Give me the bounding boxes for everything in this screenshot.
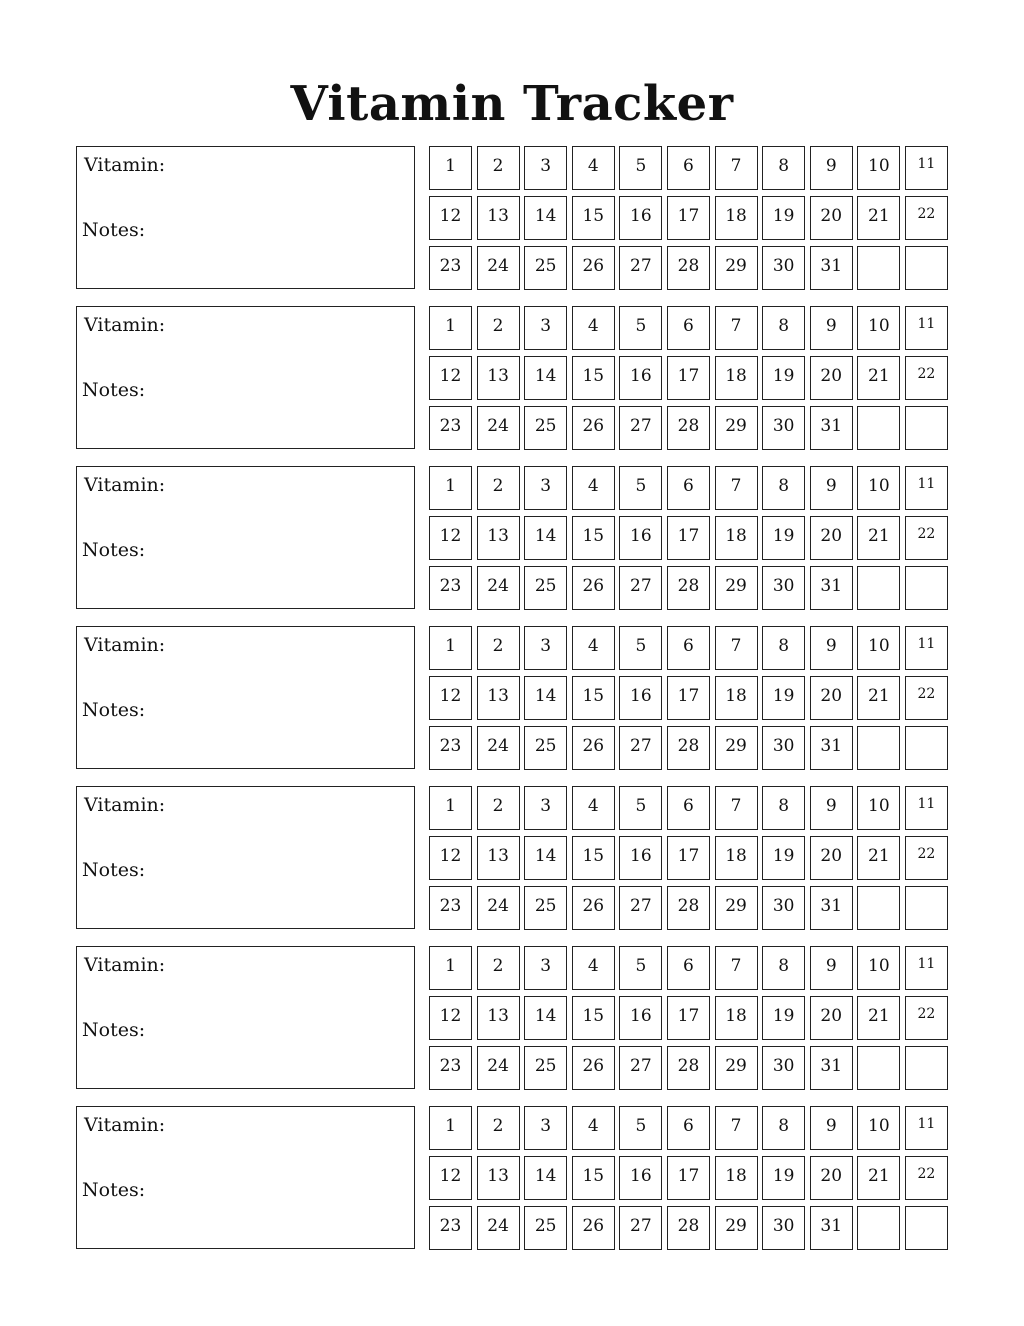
day-cell-27[interactable]: 27: [619, 566, 662, 610]
page-title: Vitamin Tracker: [290, 76, 734, 132]
day-cell-28[interactable]: 28: [667, 726, 710, 770]
day-cell-9[interactable]: 9: [810, 946, 853, 990]
day-cell-20[interactable]: 20: [810, 676, 853, 720]
day-cell-28[interactable]: 28: [667, 1046, 710, 1090]
day-cell-15[interactable]: 15: [572, 836, 615, 880]
day-cell-8[interactable]: 8: [762, 786, 805, 830]
day-cell-6[interactable]: 6: [667, 626, 710, 670]
day-cell-14[interactable]: 14: [524, 996, 567, 1040]
day-cell-7[interactable]: 7: [715, 146, 758, 190]
day-cell-6[interactable]: 6: [667, 1106, 710, 1150]
day-grid: [429, 306, 948, 452]
day-cell-17[interactable]: 17: [667, 996, 710, 1040]
day-cell-9[interactable]: 9: [810, 1106, 853, 1150]
day-cell-22[interactable]: 22: [905, 196, 948, 240]
day-cell-7[interactable]: 7: [715, 1106, 758, 1150]
day-cell-19[interactable]: 19: [762, 196, 805, 240]
day-cell-14[interactable]: 14: [524, 836, 567, 880]
day-cell-21[interactable]: 21: [857, 196, 900, 240]
day-cell-15[interactable]: 15: [572, 1156, 615, 1200]
day-cell-7[interactable]: 7: [715, 786, 758, 830]
day-cell-empty[interactable]: [905, 726, 948, 770]
day-cell-empty[interactable]: [857, 886, 900, 930]
vitamin-label: Vitamin:: [84, 314, 166, 336]
day-cell-2[interactable]: 2: [477, 786, 520, 830]
day-cell-11[interactable]: 11: [905, 146, 948, 190]
day-cell-25[interactable]: 25: [524, 566, 567, 610]
day-cell-31[interactable]: 31: [810, 1206, 853, 1250]
day-cell-1[interactable]: 1: [429, 146, 472, 190]
tracker-section: [76, 146, 948, 292]
day-cell-12[interactable]: 12: [429, 356, 472, 400]
day-cell-3[interactable]: 3: [524, 466, 567, 510]
day-cell-29[interactable]: 29: [715, 1206, 758, 1250]
day-cell-5[interactable]: 5: [619, 306, 662, 350]
vitamin-info-box[interactable]: [76, 466, 415, 609]
day-cell-2[interactable]: 2: [477, 306, 520, 350]
notes-label: Notes:: [82, 379, 146, 401]
day-cell-9[interactable]: 9: [810, 306, 853, 350]
day-cell-22[interactable]: 22: [905, 516, 948, 560]
day-cell-15[interactable]: 15: [572, 676, 615, 720]
day-cell-13[interactable]: 13: [477, 996, 520, 1040]
day-cell-19[interactable]: 19: [762, 356, 805, 400]
day-cell-19[interactable]: 19: [762, 676, 805, 720]
tracker-section: [76, 946, 948, 1092]
day-cell-22[interactable]: 22: [905, 1156, 948, 1200]
day-cell-13[interactable]: 13: [477, 676, 520, 720]
day-cell-27[interactable]: 27: [619, 886, 662, 930]
day-cell-24[interactable]: 24: [477, 886, 520, 930]
day-cell-19[interactable]: 19: [762, 836, 805, 880]
day-cell-21[interactable]: 21: [857, 676, 900, 720]
day-cell-26[interactable]: 26: [572, 246, 615, 290]
day-cell-5[interactable]: 5: [619, 466, 662, 510]
day-cell-7[interactable]: 7: [715, 306, 758, 350]
day-cell-11[interactable]: 11: [905, 626, 948, 670]
day-cell-8[interactable]: 8: [762, 306, 805, 350]
day-cell-23[interactable]: 23: [429, 246, 472, 290]
day-cell-24[interactable]: 24: [477, 1206, 520, 1250]
day-cell-8[interactable]: 8: [762, 146, 805, 190]
vitamin-info-box[interactable]: [76, 1106, 415, 1249]
day-cell-10[interactable]: 10: [857, 1106, 900, 1150]
day-cell-27[interactable]: 27: [619, 246, 662, 290]
day-cell-27[interactable]: 27: [619, 1206, 662, 1250]
day-cell-11[interactable]: 11: [905, 786, 948, 830]
day-grid: [429, 946, 948, 1092]
vitamin-info-box[interactable]: [76, 626, 415, 769]
notes-label: Notes:: [82, 1179, 146, 1201]
day-cell-20[interactable]: 20: [810, 1156, 853, 1200]
day-cell-4[interactable]: 4: [572, 786, 615, 830]
day-grid: [429, 786, 948, 932]
day-cell-1[interactable]: 1: [429, 626, 472, 670]
day-cell-12[interactable]: 12: [429, 196, 472, 240]
day-cell-26[interactable]: 26: [572, 406, 615, 450]
day-cell-empty[interactable]: [857, 1206, 900, 1250]
day-cell-15[interactable]: 15: [572, 996, 615, 1040]
day-cell-26[interactable]: 26: [572, 886, 615, 930]
day-cell-8[interactable]: 8: [762, 466, 805, 510]
day-cell-empty[interactable]: [857, 726, 900, 770]
day-cell-3[interactable]: 3: [524, 786, 567, 830]
day-cell-28[interactable]: 28: [667, 246, 710, 290]
day-cell-13[interactable]: 13: [477, 196, 520, 240]
day-cell-14[interactable]: 14: [524, 516, 567, 560]
notes-label: Notes:: [82, 1019, 146, 1041]
day-cell-12[interactable]: 12: [429, 836, 472, 880]
day-cell-empty[interactable]: [905, 566, 948, 610]
day-cell-empty[interactable]: [857, 246, 900, 290]
day-cell-1[interactable]: 1: [429, 306, 472, 350]
day-cell-empty[interactable]: [857, 566, 900, 610]
day-cell-22[interactable]: 22: [905, 356, 948, 400]
day-cell-20[interactable]: 20: [810, 996, 853, 1040]
day-cell-16[interactable]: 16: [619, 1156, 662, 1200]
day-cell-29[interactable]: 29: [715, 406, 758, 450]
tracker-section: [76, 1106, 948, 1252]
day-cell-17[interactable]: 17: [667, 1156, 710, 1200]
day-cell-12[interactable]: 12: [429, 996, 472, 1040]
day-cell-1[interactable]: 1: [429, 946, 472, 990]
day-cell-3[interactable]: 3: [524, 146, 567, 190]
day-cell-23[interactable]: 23: [429, 406, 472, 450]
day-cell-7[interactable]: 7: [715, 626, 758, 670]
day-cell-29[interactable]: 29: [715, 726, 758, 770]
day-cell-20[interactable]: 20: [810, 836, 853, 880]
day-cell-17[interactable]: 17: [667, 196, 710, 240]
day-cell-6[interactable]: 6: [667, 146, 710, 190]
day-cell-9[interactable]: 9: [810, 466, 853, 510]
day-cell-15[interactable]: 15: [572, 356, 615, 400]
day-cell-5[interactable]: 5: [619, 626, 662, 670]
day-grid: [429, 626, 948, 772]
tracker-section: [76, 466, 948, 612]
day-cell-30[interactable]: 30: [762, 726, 805, 770]
day-cell-19[interactable]: 19: [762, 1156, 805, 1200]
notes-label: Notes:: [82, 539, 146, 561]
day-cell-23[interactable]: 23: [429, 566, 472, 610]
vitamin-label: Vitamin:: [84, 154, 166, 176]
day-cell-31[interactable]: 31: [810, 886, 853, 930]
day-cell-30[interactable]: 30: [762, 1206, 805, 1250]
day-cell-3[interactable]: 3: [524, 626, 567, 670]
day-cell-24[interactable]: 24: [477, 406, 520, 450]
day-cell-28[interactable]: 28: [667, 566, 710, 610]
day-cell-23[interactable]: 23: [429, 1206, 472, 1250]
day-cell-9[interactable]: 9: [810, 786, 853, 830]
vitamin-info-box[interactable]: [76, 946, 415, 1089]
day-cell-21[interactable]: 21: [857, 1156, 900, 1200]
day-cell-25[interactable]: 25: [524, 1046, 567, 1090]
day-cell-3[interactable]: 3: [524, 946, 567, 990]
day-cell-21[interactable]: 21: [857, 516, 900, 560]
day-cell-25[interactable]: 25: [524, 726, 567, 770]
day-cell-10[interactable]: 10: [857, 626, 900, 670]
day-cell-30[interactable]: 30: [762, 246, 805, 290]
tracker-section: [76, 786, 948, 932]
tracker-section: [76, 306, 948, 452]
day-cell-23[interactable]: 23: [429, 726, 472, 770]
day-cell-31[interactable]: 31: [810, 1046, 853, 1090]
day-cell-17[interactable]: 17: [667, 356, 710, 400]
vitamin-info-box[interactable]: [76, 786, 415, 929]
day-cell-6[interactable]: 6: [667, 946, 710, 990]
day-cell-8[interactable]: 8: [762, 946, 805, 990]
day-cell-13[interactable]: 13: [477, 356, 520, 400]
day-cell-5[interactable]: 5: [619, 146, 662, 190]
day-cell-19[interactable]: 19: [762, 996, 805, 1040]
day-cell-5[interactable]: 5: [619, 1106, 662, 1150]
day-cell-21[interactable]: 21: [857, 996, 900, 1040]
vitamin-label: Vitamin:: [84, 474, 166, 496]
day-cell-27[interactable]: 27: [619, 1046, 662, 1090]
notes-label: Notes:: [82, 699, 146, 721]
day-cell-22[interactable]: 22: [905, 836, 948, 880]
day-cell-18[interactable]: 18: [715, 196, 758, 240]
day-cell-20[interactable]: 20: [810, 516, 853, 560]
day-cell-26[interactable]: 26: [572, 726, 615, 770]
day-cell-14[interactable]: 14: [524, 196, 567, 240]
day-cell-11[interactable]: 11: [905, 306, 948, 350]
day-cell-17[interactable]: 17: [667, 836, 710, 880]
day-cell-18[interactable]: 18: [715, 996, 758, 1040]
day-cell-20[interactable]: 20: [810, 196, 853, 240]
day-cell-12[interactable]: 12: [429, 516, 472, 560]
day-cell-29[interactable]: 29: [715, 1046, 758, 1090]
day-cell-21[interactable]: 21: [857, 836, 900, 880]
day-cell-12[interactable]: 12: [429, 676, 472, 720]
day-cell-22[interactable]: 22: [905, 676, 948, 720]
day-cell-17[interactable]: 17: [667, 516, 710, 560]
day-cell-11[interactable]: 11: [905, 466, 948, 510]
day-cell-29[interactable]: 29: [715, 246, 758, 290]
day-cell-15[interactable]: 15: [572, 516, 615, 560]
day-cell-30[interactable]: 30: [762, 1046, 805, 1090]
day-cell-4[interactable]: 4: [572, 1106, 615, 1150]
vitamin-label: Vitamin:: [84, 954, 166, 976]
day-cell-25[interactable]: 25: [524, 406, 567, 450]
day-cell-14[interactable]: 14: [524, 356, 567, 400]
day-cell-1[interactable]: 1: [429, 1106, 472, 1150]
day-cell-6[interactable]: 6: [667, 786, 710, 830]
day-cell-24[interactable]: 24: [477, 246, 520, 290]
notes-label: Notes:: [82, 859, 146, 881]
day-cell-24[interactable]: 24: [477, 726, 520, 770]
day-cell-14[interactable]: 14: [524, 1156, 567, 1200]
day-cell-28[interactable]: 28: [667, 886, 710, 930]
day-cell-3[interactable]: 3: [524, 306, 567, 350]
day-cell-25[interactable]: 25: [524, 246, 567, 290]
day-cell-31[interactable]: 31: [810, 566, 853, 610]
day-cell-29[interactable]: 29: [715, 886, 758, 930]
day-cell-empty[interactable]: [905, 1046, 948, 1090]
day-cell-24[interactable]: 24: [477, 566, 520, 610]
day-cell-10[interactable]: 10: [857, 306, 900, 350]
day-cell-6[interactable]: 6: [667, 306, 710, 350]
day-cell-16[interactable]: 16: [619, 996, 662, 1040]
day-cell-empty[interactable]: [857, 406, 900, 450]
day-cell-10[interactable]: 10: [857, 946, 900, 990]
day-cell-10[interactable]: 10: [857, 786, 900, 830]
day-cell-16[interactable]: 16: [619, 676, 662, 720]
day-cell-26[interactable]: 26: [572, 1206, 615, 1250]
day-cell-18[interactable]: 18: [715, 516, 758, 560]
day-cell-3[interactable]: 3: [524, 1106, 567, 1150]
day-cell-31[interactable]: 31: [810, 406, 853, 450]
day-cell-13[interactable]: 13: [477, 1156, 520, 1200]
day-cell-26[interactable]: 26: [572, 566, 615, 610]
day-cell-18[interactable]: 18: [715, 836, 758, 880]
day-cell-empty[interactable]: [905, 1206, 948, 1250]
day-cell-30[interactable]: 30: [762, 406, 805, 450]
day-cell-8[interactable]: 8: [762, 1106, 805, 1150]
day-cell-1[interactable]: 1: [429, 786, 472, 830]
day-cell-17[interactable]: 17: [667, 676, 710, 720]
day-cell-29[interactable]: 29: [715, 566, 758, 610]
day-cell-14[interactable]: 14: [524, 676, 567, 720]
day-cell-4[interactable]: 4: [572, 626, 615, 670]
day-cell-18[interactable]: 18: [715, 356, 758, 400]
day-grid: [429, 146, 948, 292]
day-cell-9[interactable]: 9: [810, 626, 853, 670]
day-cell-empty[interactable]: [857, 1046, 900, 1090]
day-cell-2[interactable]: 2: [477, 626, 520, 670]
day-cell-empty[interactable]: [905, 886, 948, 930]
day-cell-4[interactable]: 4: [572, 946, 615, 990]
day-cell-12[interactable]: 12: [429, 1156, 472, 1200]
day-cell-25[interactable]: 25: [524, 886, 567, 930]
day-cell-10[interactable]: 10: [857, 466, 900, 510]
day-cell-31[interactable]: 31: [810, 726, 853, 770]
day-cell-28[interactable]: 28: [667, 406, 710, 450]
day-cell-4[interactable]: 4: [572, 146, 615, 190]
vitamin-label: Vitamin:: [84, 794, 166, 816]
day-cell-2[interactable]: 2: [477, 146, 520, 190]
day-cell-16[interactable]: 16: [619, 516, 662, 560]
vitamin-info-box[interactable]: [76, 306, 415, 449]
day-cell-4[interactable]: 4: [572, 466, 615, 510]
vitamin-info-box[interactable]: [76, 146, 415, 289]
day-cell-28[interactable]: 28: [667, 1206, 710, 1250]
day-cell-27[interactable]: 27: [619, 726, 662, 770]
day-cell-1[interactable]: 1: [429, 466, 472, 510]
day-cell-empty[interactable]: [905, 246, 948, 290]
day-cell-2[interactable]: 2: [477, 1106, 520, 1150]
day-cell-15[interactable]: 15: [572, 196, 615, 240]
day-cell-2[interactable]: 2: [477, 466, 520, 510]
day-cell-30[interactable]: 30: [762, 566, 805, 610]
day-cell-11[interactable]: 11: [905, 1106, 948, 1150]
day-cell-11[interactable]: 11: [905, 946, 948, 990]
day-cell-23[interactable]: 23: [429, 1046, 472, 1090]
day-cell-10[interactable]: 10: [857, 146, 900, 190]
vitamin-label: Vitamin:: [84, 1114, 166, 1136]
day-cell-26[interactable]: 26: [572, 1046, 615, 1090]
day-cell-2[interactable]: 2: [477, 946, 520, 990]
day-cell-5[interactable]: 5: [619, 786, 662, 830]
day-cell-16[interactable]: 16: [619, 196, 662, 240]
day-cell-25[interactable]: 25: [524, 1206, 567, 1250]
day-cell-18[interactable]: 18: [715, 676, 758, 720]
day-cell-7[interactable]: 7: [715, 466, 758, 510]
day-cell-19[interactable]: 19: [762, 516, 805, 560]
day-grid: [429, 1106, 948, 1252]
day-cell-24[interactable]: 24: [477, 1046, 520, 1090]
day-cell-empty[interactable]: [905, 406, 948, 450]
day-cell-9[interactable]: 9: [810, 146, 853, 190]
day-cell-21[interactable]: 21: [857, 356, 900, 400]
day-cell-7[interactable]: 7: [715, 946, 758, 990]
day-cell-30[interactable]: 30: [762, 886, 805, 930]
day-cell-16[interactable]: 16: [619, 356, 662, 400]
day-cell-23[interactable]: 23: [429, 886, 472, 930]
day-cell-22[interactable]: 22: [905, 996, 948, 1040]
day-grid: [429, 466, 948, 612]
vitamin-label: Vitamin:: [84, 634, 166, 656]
day-cell-6[interactable]: 6: [667, 466, 710, 510]
day-cell-13[interactable]: 13: [477, 836, 520, 880]
day-cell-4[interactable]: 4: [572, 306, 615, 350]
day-cell-27[interactable]: 27: [619, 406, 662, 450]
day-cell-5[interactable]: 5: [619, 946, 662, 990]
day-cell-31[interactable]: 31: [810, 246, 853, 290]
day-cell-16[interactable]: 16: [619, 836, 662, 880]
day-cell-13[interactable]: 13: [477, 516, 520, 560]
notes-label: Notes:: [82, 219, 146, 241]
tracker-section: [76, 626, 948, 772]
day-cell-20[interactable]: 20: [810, 356, 853, 400]
day-cell-8[interactable]: 8: [762, 626, 805, 670]
day-cell-18[interactable]: 18: [715, 1156, 758, 1200]
